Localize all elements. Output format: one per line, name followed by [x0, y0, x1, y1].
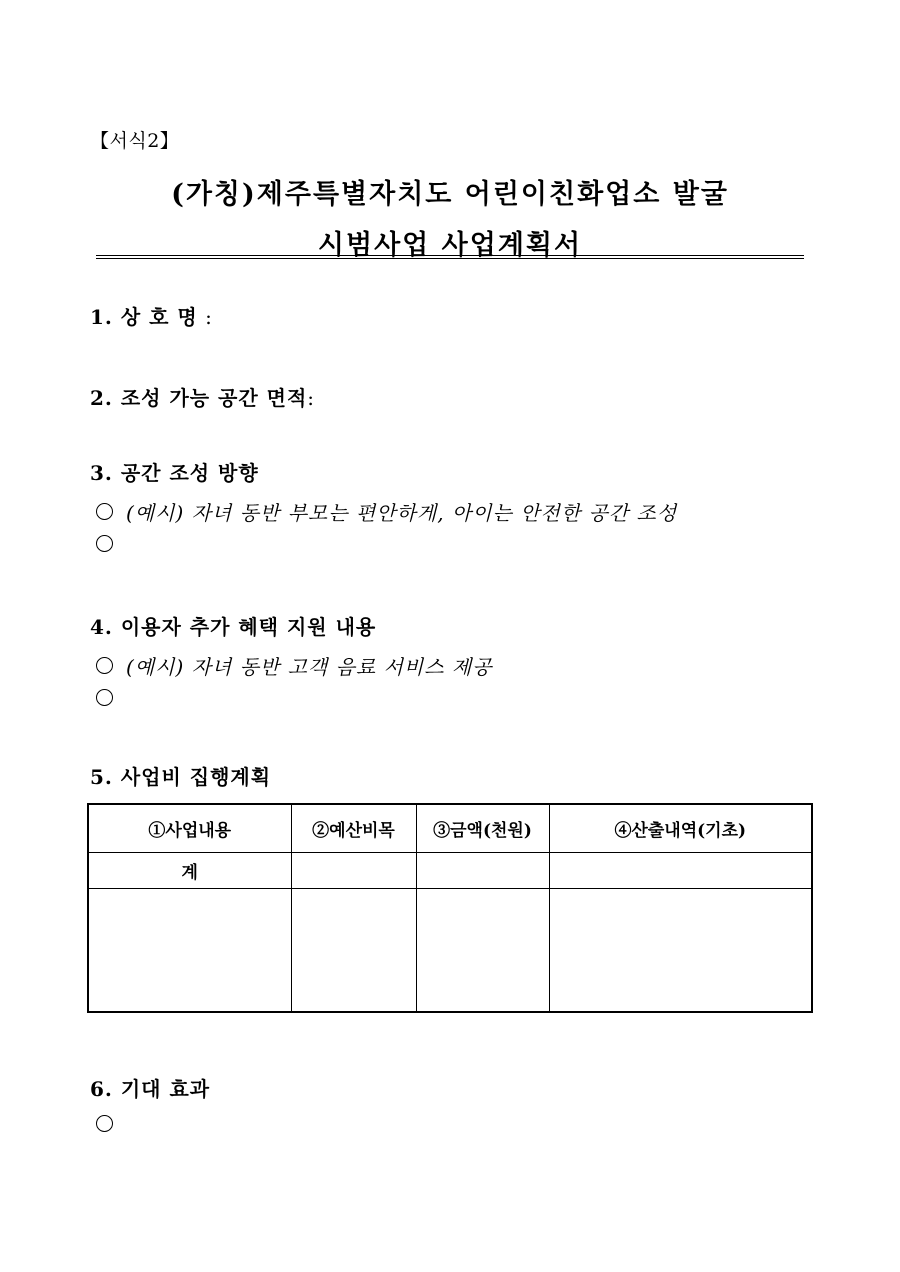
table-cell[interactable] [549, 853, 812, 889]
document-title-line-2: 시범사업 사업계획서 [317, 230, 583, 261]
title-double-rule [96, 255, 804, 259]
section-space-direction: 3. 공간 조성 방향 [90, 461, 259, 485]
section-business-name [90, 301, 213, 330]
section-label: 2. 조성 가능 공간 면적 [90, 386, 308, 410]
section-colon: : [197, 305, 213, 329]
table-cell[interactable] [291, 853, 416, 889]
table-cell[interactable] [416, 889, 549, 1013]
section-budget-plan: 5. 사업비 집행계획 [90, 765, 272, 789]
section-space-area [90, 382, 315, 411]
bullet-item [96, 651, 493, 680]
circle-bullet-icon [96, 535, 113, 552]
header-cell-budget-item: ②예산비목 [291, 804, 416, 853]
bullet-item [96, 1115, 126, 1132]
header-cell-amount: ③금액(천원) [416, 804, 549, 853]
header-cell-calculation: ④산출내역(기초) [549, 804, 812, 853]
table-header-row [88, 804, 812, 853]
form-number-tag: 【서식2】 [90, 130, 180, 152]
header-cell-content: ①사업내용 [88, 804, 291, 853]
budget-table [87, 803, 813, 1013]
bullet-example-text: (예시) 자녀 동반 부모는 편안하게, 아이는 안전한 공간 조성 [126, 501, 678, 525]
section-colon: : [307, 386, 316, 410]
circle-bullet-icon [96, 689, 113, 706]
table-cell[interactable] [291, 889, 416, 1013]
bullet-example-text: (예시) 자녀 동반 고객 음료 서비스 제공 [126, 655, 493, 679]
circle-bullet-icon [96, 1115, 113, 1132]
circle-bullet-icon [96, 657, 113, 674]
total-label-cell[interactable]: 계 [88, 853, 291, 889]
table-cell[interactable] [88, 889, 291, 1013]
section-user-benefits: 4. 이용자 추가 혜택 지원 내용 [90, 615, 377, 639]
table-cell[interactable] [549, 889, 812, 1013]
circle-bullet-icon [96, 503, 113, 520]
bullet-item [96, 497, 677, 526]
document-title-line-1: (가칭)제주특별자치도 어린이친화업소 발굴 [171, 179, 729, 210]
section-label: 1. 상 호 명 [90, 305, 198, 329]
table-row [88, 889, 812, 1013]
section-expected-effects: 6. 기대 효과 [90, 1077, 211, 1101]
table-total-row [88, 853, 812, 889]
table-cell[interactable] [416, 853, 549, 889]
bullet-item [96, 689, 126, 706]
bullet-item [96, 535, 126, 552]
